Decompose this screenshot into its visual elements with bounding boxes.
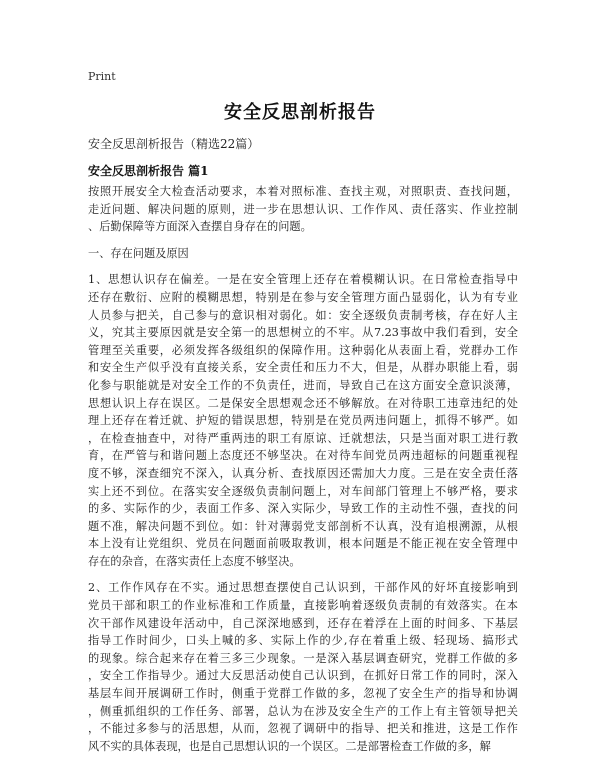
paragraph-line: 1、思想认识存在偏差。一是在安全管理上还存在着模糊认识。在日常检查指导中 [88, 273, 518, 287]
paragraph-gap [88, 570, 518, 579]
paragraph-gap [88, 236, 518, 245]
paragraph-line: 、后勤保障等方面深入查摆自身存在的问题。 [88, 220, 312, 234]
paragraph-line: 的现象。综合起来存在着三多三少现象。一是深入基层调查研究，党群工作做的多 [88, 651, 518, 665]
paragraph [88, 579, 518, 755]
paragraph-line: 理上还存在着迁就、护短的错误思想，特别是在党员两违问题上，抓得不够严。如 [88, 414, 518, 428]
paragraph-line: 度不够，深查细究不深入，认真分析、查找原因还需加大力度。三是在安全责任落 [88, 466, 518, 480]
paragraph-line: 的多、实际作的少，表面工作多、深入实际少，导致工作的主动性不强，查找的问 [88, 502, 518, 516]
document-title: 安全反思剖析报告 [224, 102, 376, 123]
paragraph-line: 义，究其主要原因就是安全第一的思想树立的不牢。从7.23事故中我们看到，安全 [88, 326, 518, 340]
paragraph-line: 按照开展安全大检查活动要求，本着对照标准、查找主观，对照职责、查找问题， [88, 185, 518, 198]
paragraph-line: 人员参与把关，自己参与的意识相对弱化。如：安全逐级负责制考核，存在好人主 [88, 308, 518, 322]
paragraph-line: 次干部作风建设年活动中，自己深深地感到，还存在着浮在上面的时间多、下基层 [88, 616, 518, 630]
paragraph-line: 存在的杂音，在落实责任上态度不够坚决。 [88, 554, 301, 568]
document-subtitle: 安全反思剖析报告（精选22篇） [88, 137, 260, 151]
paragraph-line: 化参与职能就是对安全工作的不负责任，进而，导致自己在这方面安全意识淡薄， [88, 378, 518, 392]
paragraph-line: 指导工作时间少，口头上喊的多、实际上作的少,存在着重上级、轻现场、搞形式 [88, 634, 518, 648]
paragraph-line: 思想认识上存在误区。二是保安全思想观念还不够解放。在对待职工违章违纪的处 [88, 396, 518, 410]
paragraph-line: 还存在敷衍、应附的模糊思想，特别是在参与安全管理方面凸显弱化，认为有专业 [88, 290, 518, 304]
paragraph-line: ，不能过多参与的活思想，从而，忽视了调研中的指导、把关和推进，这是工作作 [88, 722, 518, 736]
paragraph-line: 一、存在问题及原因 [88, 246, 189, 260]
paragraph [88, 183, 518, 236]
paragraph-line: ，安全工作指导少。通过大反思活动使自己认识到，在抓好日常工作的同时，深入 [88, 669, 518, 683]
paragraph-gap [88, 262, 518, 271]
paragraph-line: 育，在严管与和谐问题上态度还不够坚决。在对待车间党员两违超标的问题重视程 [88, 449, 518, 463]
paragraph [88, 245, 518, 263]
paragraph-line: 2、工作作风存在不实。通过思想查摆使自己认识到，干部作风的好坏直接影响到 [88, 581, 518, 595]
paragraph-line: 党员干部和职工的作业标准和工作质量，直接影响着逐级负责制的有效落实。在本 [88, 599, 518, 613]
paragraph-line: 实上还不到位。在落实安全逐级负责制问题上，对车间部门管理上不够严格，要求 [88, 484, 518, 498]
paragraph-line: 基层车间开展调研工作时，侧重于党群工作做的多，忽视了安全生产的指导和协调 [88, 687, 518, 701]
paragraph-line: 风不实的具体表现，也是自己思想认识的一个误区。二是部署检查工作做的多，解 [88, 739, 491, 753]
paragraph-line: 走近问题、解决问题的原则，进一步在思想认识、工作作风、责任落实、作业控制 [88, 202, 518, 216]
paragraph-line: 题不准，解决问题不到位。如：针对薄弱党支部剖析不认真，没有追根溯源，从根 [88, 519, 518, 533]
paragraph-line: 和安全生产似乎没有直接关系，安全责任和压力不大，但是，从群办职能上看，弱 [88, 361, 518, 375]
paragraph-line: ，侧重抓组织的工作任务、部署，总认为在涉及安全生产的工作上有主管领导把关 [88, 704, 518, 718]
print-label[interactable]: Print [88, 70, 116, 83]
paragraph [88, 271, 518, 570]
paragraph-line: 本上没有让党组织、党员在问题面前吸取教训，根本问题是不能正视在安全管理中 [88, 537, 518, 551]
section-heading: 安全反思剖析报告 篇1 [88, 164, 209, 178]
document-body [88, 183, 518, 755]
paragraph-line: ，在检查抽查中，对待严重两违的职工有原谅、迁就想法，只是当面对职工进行教 [88, 431, 518, 445]
paragraph-line: 管理至关重要，必须发挥各级组织的保障作用。这种弱化从表面上看，党群办工作 [88, 343, 518, 357]
